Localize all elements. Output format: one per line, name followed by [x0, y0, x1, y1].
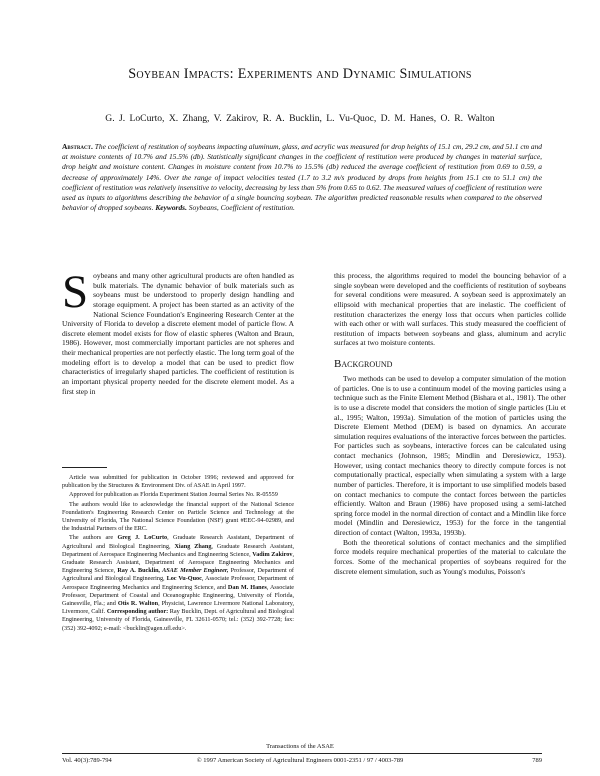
footnote-rule	[62, 467, 107, 468]
right-column	[334, 271, 566, 576]
background-paragraph-2: Both the theoretical solutions of contact mechanics and the simplified force models require mechanical properties of the material to calculate the forces. Some of the mechanical properties of soybeans required for the discrete element simulation, such as Young's modulus, Poisson's	[334, 537, 566, 576]
footnote-submission: Article was submitted for publication in October 1996; reviewed and approved for publication by the Structures & Environment Div. of ASAE in April 1997.	[62, 474, 294, 490]
footnotes	[62, 474, 294, 634]
page-number: 789	[532, 757, 542, 764]
abstract	[62, 142, 542, 213]
author-hanes: Dan M. Hanes	[227, 583, 267, 591]
paper-title: Soybean Impacts: Experiments and Dynamic Simulations	[128, 66, 472, 82]
author-locurto: Greg J. LoCurto	[117, 534, 168, 542]
footnote-authors	[62, 534, 294, 632]
author-zakirov: Vadim Zakirov	[252, 550, 293, 558]
drop-cap: S	[62, 266, 89, 318]
abstract-label: Abstract.	[62, 142, 93, 151]
abstract-text: The coefficient of restitution of soybeans impacting aluminum, glass, and acrylic was measured for drop heights of 15.1 cm, 29.2 cm, and 51.1 cm and at moisture contents of 10.7% and 15.5% (db). Statistically significant changes in the coefficient of restitution were produced by changes in material surface, drop height and moisture content. Changes in moisture content from 10.7% to 15.5% (db) reduced the average coefficient of restitution from 0.69 to 0.59, a decrease of approximately 14%. Over the range of impact velocities tested (1.7 to 3.2 m/s produced by drops from heights from 15.1 cm to 51.1 cm) the coefficient of restitution was relatively insensitive to velocity, decreasing by less than 5% from 0.65 to 0.62. The measured values of coefficient of restitution were used as inputs to algorithms describing the behavior of a single bouncing soybean. The algorithm predicted reasonable results when compared to the observed behavior of dropped soybeans.	[62, 142, 543, 213]
author-vuquoc: Loc Vu-Quoc	[166, 575, 202, 583]
fn-text: Professor, Department of Agricultural and Biological Engineering,	[62, 567, 294, 583]
intro-continued: this process, the algorithms required to model the bouncing behavior of a single soybean were developed and the coefficients of restitution of soybeans for several conditions were measured. A soybean seed is approximately an ellipsoid with mechanical properties that are inelastic. The coefficient of restitution characterizes the energy loss that occurs when particles collide with each other or with wall surfaces. This study measured the coefficient of restitution of impacts between soybeans and glass, aluminum and acrylic surfaces at two moisture contents.	[334, 271, 566, 348]
fn-text: The authors are	[69, 534, 118, 542]
author-bucklin: Ray A. Bucklin	[117, 567, 159, 575]
author-list: G. J. LoCurto, X. Zhang, V. Zakirov, R. A. Bucklin, L. Vu-Quoc, D. M. Hanes, O. R. Walton	[105, 113, 495, 124]
fn-text: , Physicist, Lawrence Livermore National Laboratory, Livermore, Calif.	[62, 600, 294, 616]
author-bucklin-role: , ASAE Member Engineer,	[158, 567, 229, 575]
fn-text: , Graduate Research Assistant, Department of Aerospace Engineering Mechanics and Engineering Science,	[62, 550, 294, 575]
corresponding-contact: Ray Bucklin, Dept. of Agricultural and Biological Engineering, University of Florida, Gainesville, FL 32611-0570; tel.: (352) 392-7728; fax: (352) 392-4092; e-mail: <bucklin@agen.ufl.edu>.	[62, 608, 294, 632]
keywords: Soybeans, Coefficient of restitution.	[188, 203, 295, 213]
fn-text: , Associate Professor, Department of Aerospace Engineering Mechanics and Engineering Science, and	[62, 575, 294, 591]
section-heading-background: Background	[334, 358, 393, 370]
fn-text: , Graduate Research Assistant, Department of Aerospace Engineering Mechanics and Engineering Science,	[62, 542, 295, 558]
fn-text: , Graduate Research Assistant, Department of Agricultural and Biological Engineering,	[62, 534, 294, 550]
footnote-acknowledgement: The authors would like to acknowledge the financial support of the National Science Foundation's Engineering Research Center on Particle Science and Technology at the University of Florida, The National Science Foundation (NSF) grant #EEC-94-02989, and the Industrial Partners of the ERC.	[62, 500, 294, 533]
fn-text: , Associate Professor, Department of Coastal and Oceanographic Engineering, University of Florida, Gainesville, Fla.; and	[62, 583, 295, 608]
intro-text: oybeans and many other agricultural products are often handled as bulk materials. The dynamic behavior of bulk materials such as soybeans must be understood to properly design handling and storage equipment. A project has been started as an activity of the National Science Foundation's Engineering Research Center at the University of Florida to develop a discrete element model of particle flow. A discrete element model exists for flow of elastic spheres (Walton and Braun, 1986). However, most commercially important particles are not spheres and their mechanical properties are not perfectly elastic. The long term goal of the modeling effort is to develop a model that can be used to predict flow characteristics of irregularly shaped particles. The coefficient of restitution is an important physical property needed for the discrete element model. As a first step in	[62, 271, 294, 396]
footer-rule	[62, 753, 542, 754]
keywords-label: Keywords.	[155, 203, 187, 213]
left-column	[62, 266, 294, 396]
volume-info: Vol. 40(3):789-794	[62, 757, 112, 764]
footnote-approval: Approved for publication as Florida Experiment Station Journal Series No. R-05559	[69, 491, 278, 499]
intro-paragraph	[62, 266, 294, 396]
corresponding-label: Corresponding author:	[106, 608, 169, 616]
copyright: © 1997 American Society of Agricultural Engineers 0001-2351 / 97 / 4003-789	[196, 757, 404, 764]
author-zhang: Xiang Zhang	[174, 542, 212, 550]
journal-name: Transactions of the ASAE	[266, 743, 334, 750]
background-paragraph-1: Two methods can be used to develop a computer simulation of the motion of particles. One is to use a continuum model of the moving particles using a technique such as the Finite Element Method (Bishara et al., 1981). The other is to use a discrete model that considers the motion of single particles (Liu et al., 1995; Walton, 1993a). Simulation of the motion of particles using the Discrete Element Method (DEM) is based on dynamics. An accurate simulation requires evaluations of the interactive forces between the particles. For particles such as soybeans, interactive forces can be calculated using contact mechanics (Johnson, 1985; Mindlin and Deresiewicz, 1953). However, using contact mechanics theory to directly compute forces is not computationally practical, especially when simulating a system with a large number of particles. Therefore, it is important to use simplified models based on contact mechanics to compute the contact forces between the particles efficiently. Walton and Braun (1986) have proposed using a semi-latched spring force model in the normal direction of contact and a Mindlin like force model (Mindlin and Deresiewicz, 1953) for the force in the tangential direction of contact (Walton, 1993a, 1993b).	[334, 374, 566, 537]
author-walton: Otis R. Walton	[117, 600, 159, 608]
